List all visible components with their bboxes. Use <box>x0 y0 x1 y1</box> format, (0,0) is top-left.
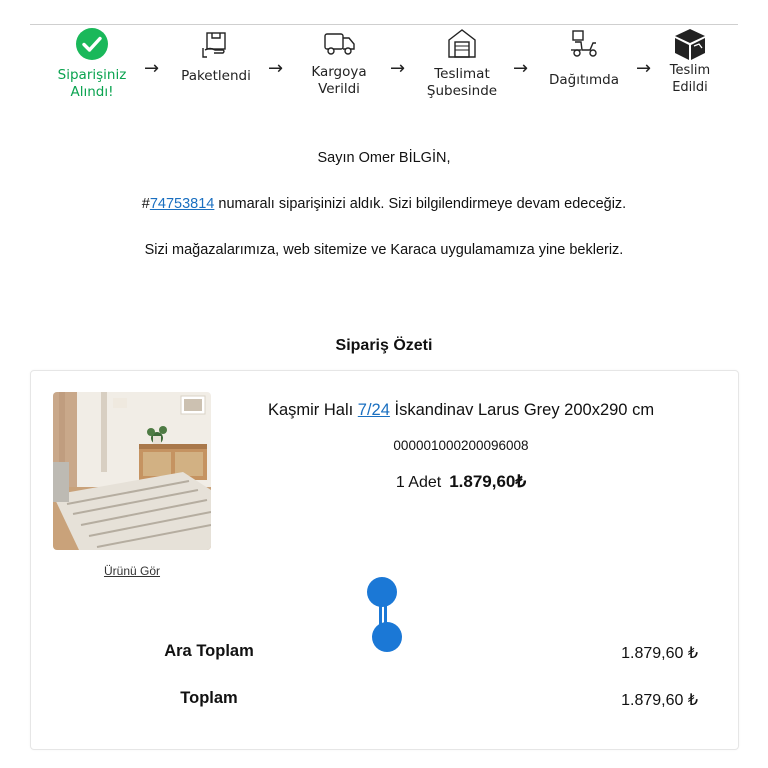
order-confirmation-suffix: numaralı siparişinizi aldık. Sizi bilgilendirmeye devam edeceğiz. <box>214 196 627 212</box>
step-shipped <box>296 26 382 98</box>
order-summary-title: Sipariş Özeti <box>335 337 433 354</box>
step-packaged <box>170 26 262 85</box>
product-name <box>236 401 686 420</box>
order-summary-card <box>30 370 739 750</box>
warehouse-icon <box>444 26 480 62</box>
step-arrow: → <box>268 58 284 79</box>
product-quantity-price <box>236 472 686 492</box>
product-name-prefix: Kaşmir Halı <box>267 401 358 419</box>
product-image[interactable] <box>53 392 211 550</box>
order-prefix: # <box>141 196 150 212</box>
box-delivered-icon <box>672 26 708 62</box>
step-label: Dağıtımda <box>548 72 620 88</box>
step-at-branch <box>412 26 512 100</box>
step-label: Paketlendi <box>181 68 251 84</box>
step-label: Teslimat Şubesinde <box>426 66 498 99</box>
check-circle-icon <box>74 26 110 62</box>
subtotal-value: 1.879,60 ₺ <box>621 645 698 662</box>
step-delivered <box>660 26 720 96</box>
product-name-link[interactable]: 7/24 <box>357 401 390 419</box>
product-price: 1.879,60₺ <box>449 472 527 491</box>
truck-icon <box>321 26 357 62</box>
closing-text: Sizi mağazalarımıza, web sitemize ve Karaca uygulamamıza yine bekleriz. <box>144 242 624 258</box>
step-arrow: → <box>144 58 160 79</box>
view-product-link[interactable]: Ürünü Gör <box>103 564 161 578</box>
total-label: Toplam <box>180 689 238 707</box>
step-arrow: → <box>513 58 529 79</box>
step-arrow: → <box>390 58 406 79</box>
product-photo-rug <box>53 392 211 550</box>
text-selection-handle-icon[interactable] <box>366 577 402 655</box>
product-name-suffix: İskandinav Larus Grey 200x290 cm <box>389 401 655 419</box>
step-label: Kargoya Verildi <box>311 64 367 97</box>
subtotal-label: Ara Toplam <box>164 642 254 660</box>
step-out-for-delivery <box>538 26 630 89</box>
greeting-text: Sayın Omer BİLGİN, <box>317 150 451 166</box>
order-number-link[interactable]: 74753814 <box>149 196 215 212</box>
order-tracking-steps <box>0 26 768 116</box>
step-label: Teslim Edildi <box>669 63 711 95</box>
order-confirmation-text <box>0 196 768 212</box>
step-order-received <box>52 26 132 101</box>
step-label: Siparişiniz Alındı! <box>57 67 127 100</box>
top-cutoff-strip <box>0 0 768 6</box>
total-value: 1.879,60 ₺ <box>621 692 698 709</box>
package-hand-icon <box>198 26 234 62</box>
delivery-scooter-icon <box>566 26 602 62</box>
product-quantity: 1 Adet <box>395 474 442 491</box>
header-divider <box>30 24 738 25</box>
step-arrow: → <box>636 58 652 79</box>
product-code: 000001000200096008 <box>393 438 529 453</box>
